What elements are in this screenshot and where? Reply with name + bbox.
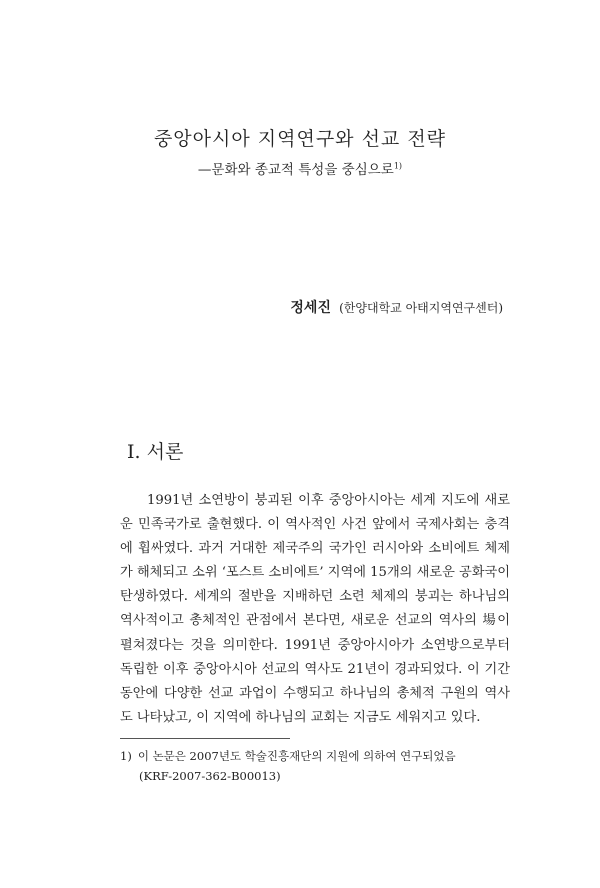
subtitle-text: —문화와 종교적 특성을 중심으로 (197, 162, 394, 178)
paragraph: 1991년 소연방이 붕괴된 이후 중앙아시아는 세계 지도에 새로운 민족국가로 출현했다. 이 역사적인 사건 앞에서 국제사회는 충격에 휩싸였다. 과거 거대한 제국주의 국가인 러시아와 소비에트 체제가 해체되고 소위 ‘포스트 소비에트’ 지역에 15개의 새로운 공화국이 탄생하였다. 세계의 절반을 지배하던 소련 체제의 붕괴는 하나님의 역사적이고 총체적인 관점에서 본다면, 새로운 선교의 역사의 場이 펼쳐졌다는 것을 의미한다. 1991년 중앙아시아가 소연방으로부터 독립한 이후 중앙아시아 선교의 역사도 21년이 경과되었다. 이 기간 동안에 다양한 선교 과업이 수행되고 하나님의 총체적 구원의 역사도 나타났고, 이 지역에 하나님의 교회는 지금도 세워지고 있다. (120, 493, 510, 725)
footnote-line-1 (120, 746, 510, 766)
section-heading: I. 서론 (127, 441, 184, 463)
footnote (120, 746, 510, 786)
author-line (290, 297, 503, 317)
footnote-line-2: (KRF-2007-362-B00013) (139, 769, 281, 783)
footnote-marker: 1) (393, 161, 403, 171)
paper-title: 중앙아시아 지역연구와 선교 전략 (153, 128, 447, 150)
body-text (120, 489, 510, 730)
author-name: 정세진 (290, 300, 331, 316)
paper-subtitle (0, 158, 600, 178)
footnote-divider (120, 738, 290, 739)
author-affiliation: (한양대학교 아태지역연구센터) (339, 301, 503, 315)
footnote-text: 이 논문은 2007년도 학술진흥재단의 지원에 의하여 연구되었음 (137, 749, 456, 763)
footnote-number: 1) (120, 749, 132, 763)
